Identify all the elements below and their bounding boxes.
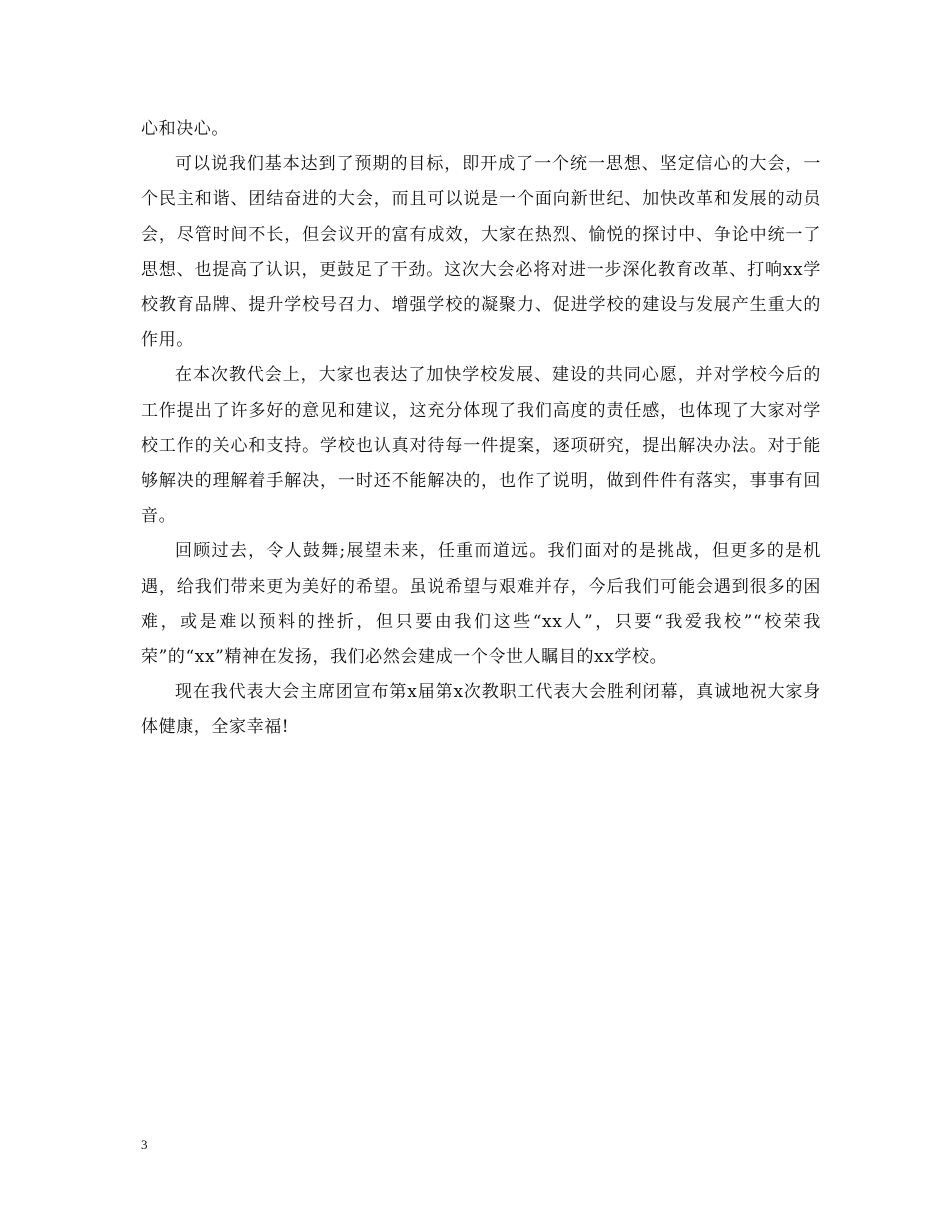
- paragraph-closing: 现在我代表大会主席团宣布第x届第x次教职工代表大会胜利闭幕，真诚地祝大家身体健康，全家幸福!: [141, 682, 821, 738]
- paragraph-continued: 心和决心。: [141, 119, 229, 139]
- paragraph-suggestions: 在本次教代会上，大家也表达了加快学校发展、建设的共同心愿，并对学校今后的工作提出了许多好的意见和建议，这充分体现了我们高度的责任感，也体现了大家对学校工作的关心和支持。学校也认真对待每一件提案，逐项研究，提出解决办法。对于能够解决的理解着手解决，一时还不能解决的，也作了说明，做到件件有落实，事事有回音。: [141, 365, 821, 527]
- page-number: 3: [141, 1137, 148, 1152]
- document-body: [141, 112, 821, 746]
- paragraph-outlook: 回顾过去，令人鼓舞;展望未来，任重而道远。我们面对的是挑战，但更多的是机遇，给我们带来更为美好的希望。虽说希望与艰难并存，今后我们可能会遇到很多的困难，或是难以预料的挫折，但只要由我们这些“xx人”，只要“我爱我校”“校荣我荣”的“xx”精神在发扬，我们必然会建成一个令世人瞩目的xx学校。: [141, 541, 821, 668]
- paragraph-goals-achieved: 可以说我们基本达到了预期的目标，即开成了一个统一思想、坚定信心的大会，一个民主和谐、团结奋进的大会，而且可以说是一个面向新世纪、加快改革和发展的动员会，尽管时间不长，但会议开的富有成效，大家在热烈、愉悦的探讨中、争论中统一了思想、也提高了认识，更鼓足了干劲。这次大会必将对进一步深化教育改革、打响xx学校教育品牌、提升学校号召力、增强学校的凝聚力、促进学校的建设与发展产生重大的作用。: [141, 154, 821, 351]
